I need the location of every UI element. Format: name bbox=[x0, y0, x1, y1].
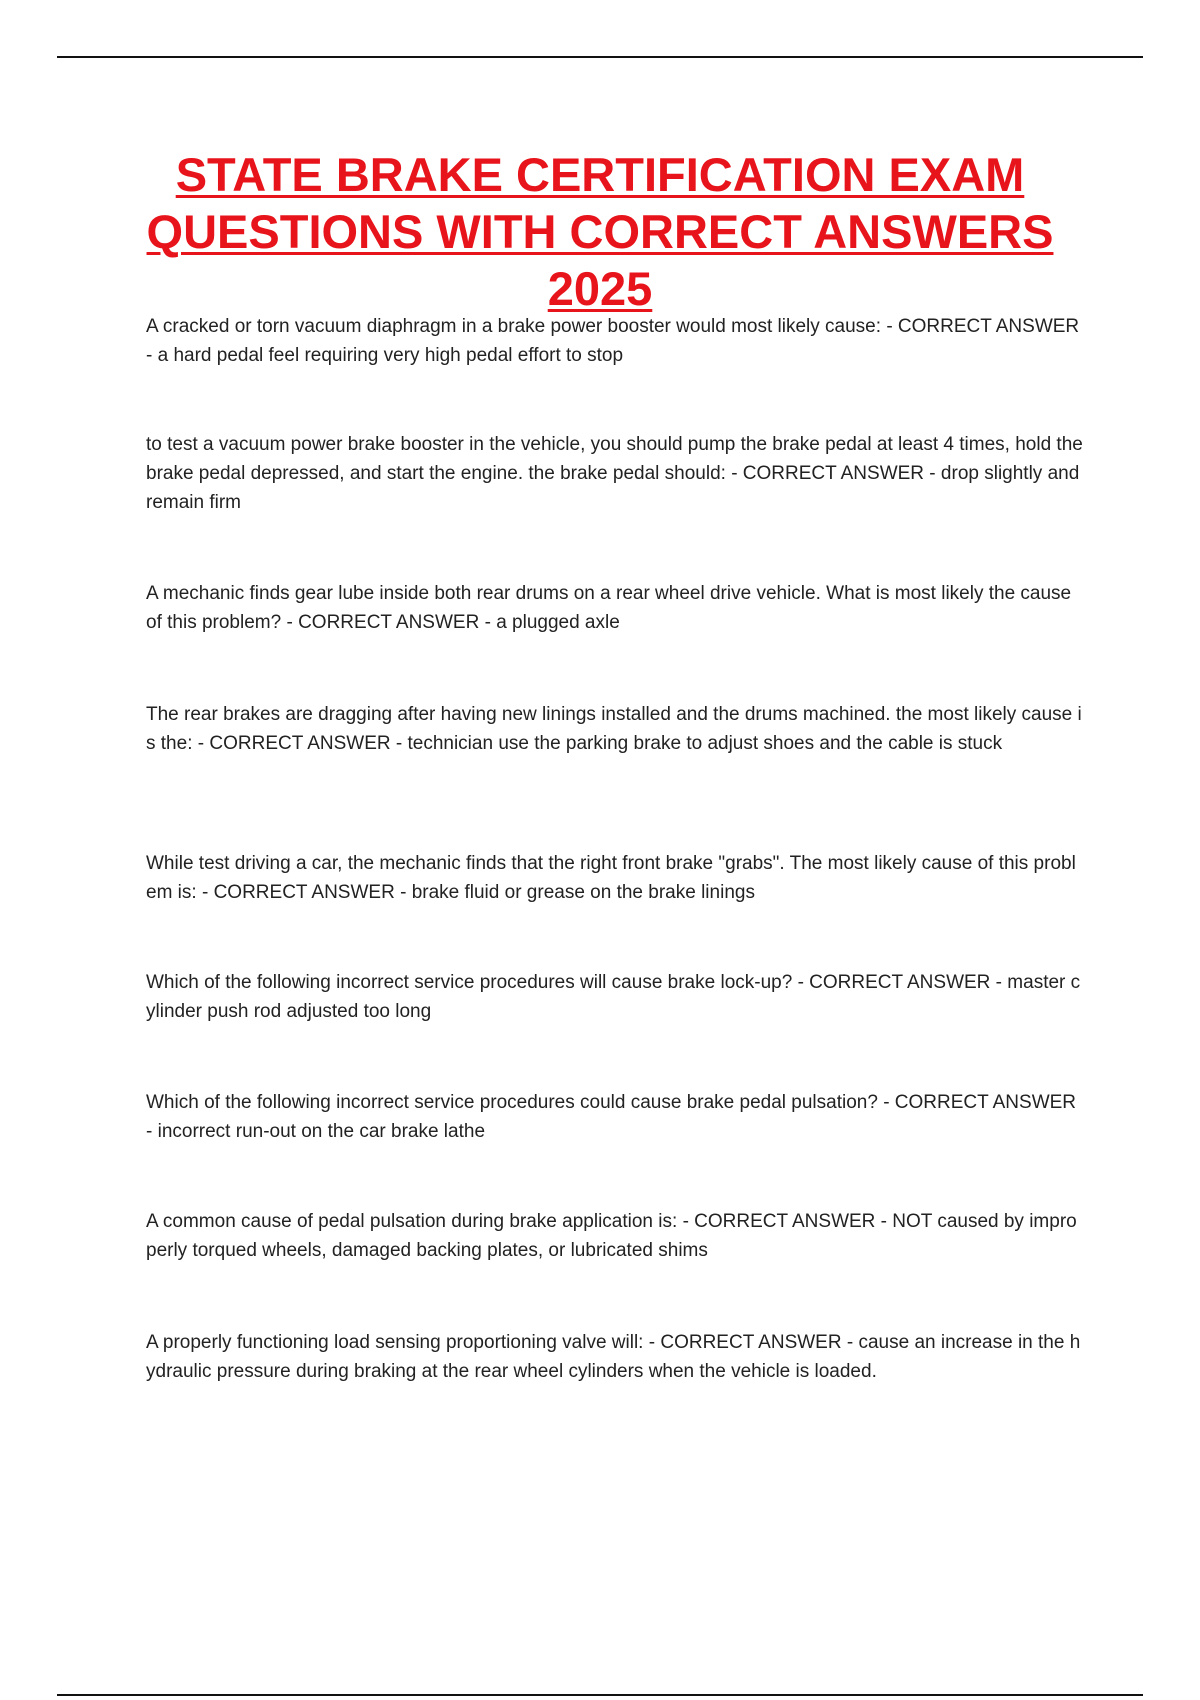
top-divider bbox=[57, 56, 1143, 58]
answer-prefix: - CORRECT ANSWER - bbox=[201, 882, 407, 903]
question-text: A cracked or torn vacuum diaphragm in a brake power booster would most likely cause: bbox=[146, 316, 882, 337]
answer-prefix: - CORRECT ANSWER - bbox=[146, 316, 1080, 366]
answer-text: cause an increase in the hydraulic pressure during braking at the rear wheel cylinders when the vehicle is loaded. bbox=[146, 1332, 1081, 1382]
answer-text: incorrect run-out on the car brake lathe bbox=[157, 1121, 486, 1142]
qa-item bbox=[146, 968, 1086, 1026]
answer-text: a hard pedal feel requiring very high pedal effort to stop bbox=[157, 345, 624, 366]
question-text: A common cause of pedal pulsation during brake application is: bbox=[146, 1211, 678, 1232]
answer-text: brake fluid or grease on the brake linings bbox=[411, 882, 755, 903]
answer-prefix: - CORRECT ANSWER - bbox=[682, 1211, 887, 1232]
question-text: Which of the following incorrect service procedures will cause brake lock-up? bbox=[146, 972, 793, 993]
question-text: A mechanic finds gear lube inside both rear drums on a rear wheel drive vehicle. What is most likely the cause of this problem? bbox=[146, 583, 1072, 633]
answer-prefix: - CORRECT ANSWER - bbox=[286, 612, 491, 633]
qa-item bbox=[146, 312, 1086, 370]
answer-text: NOT caused by improperly torqued wheels, damaged backing plates, or lubricated shims bbox=[146, 1211, 1077, 1261]
document-title: STATE BRAKE CERTIFICATION EXAM QUESTIONS WITH CORRECT ANSWERS 2025 bbox=[146, 148, 1054, 315]
answer-prefix: - CORRECT ANSWER - bbox=[197, 733, 403, 754]
answer-text: a plugged axle bbox=[496, 612, 620, 633]
qa-item bbox=[146, 849, 1086, 907]
answer-prefix: - CORRECT ANSWER - bbox=[648, 1332, 854, 1353]
qa-item bbox=[146, 430, 1086, 517]
answer-prefix: - CORRECT ANSWER - bbox=[797, 972, 1003, 993]
question-text: While test driving a car, the mechanic finds that the right front brake "grabs". The most likely cause of this problem is: bbox=[146, 853, 1076, 903]
answer-text: technician use the parking brake to adjust shoes and the cable is stuck bbox=[407, 733, 1003, 754]
bottom-divider bbox=[57, 1694, 1143, 1696]
question-text: Which of the following incorrect service procedures could cause brake pedal pulsation? bbox=[146, 1092, 878, 1113]
qa-item bbox=[146, 700, 1086, 758]
answer-prefix: - CORRECT ANSWER - bbox=[731, 463, 936, 484]
answer-text: drop slightly and remain firm bbox=[146, 463, 1080, 513]
question-text: The rear brakes are dragging after having new linings installed and the drums machined. the most likely cause is the: bbox=[146, 704, 1082, 754]
answer-text: master cylinder push rod adjusted too long bbox=[146, 972, 1081, 1022]
qa-item bbox=[146, 1088, 1086, 1146]
question-text: to test a vacuum power brake booster in the vehicle, you should pump the brake pedal at least 4 times, hold the brake pedal depressed, and start the engine. the brake pedal should: bbox=[146, 434, 1083, 484]
qa-item bbox=[146, 1328, 1086, 1386]
qa-item bbox=[146, 1207, 1086, 1265]
qa-item bbox=[146, 579, 1086, 637]
question-text: A properly functioning load sensing proportioning valve will: bbox=[146, 1332, 644, 1353]
answer-prefix: - CORRECT ANSWER - bbox=[146, 1092, 1077, 1142]
